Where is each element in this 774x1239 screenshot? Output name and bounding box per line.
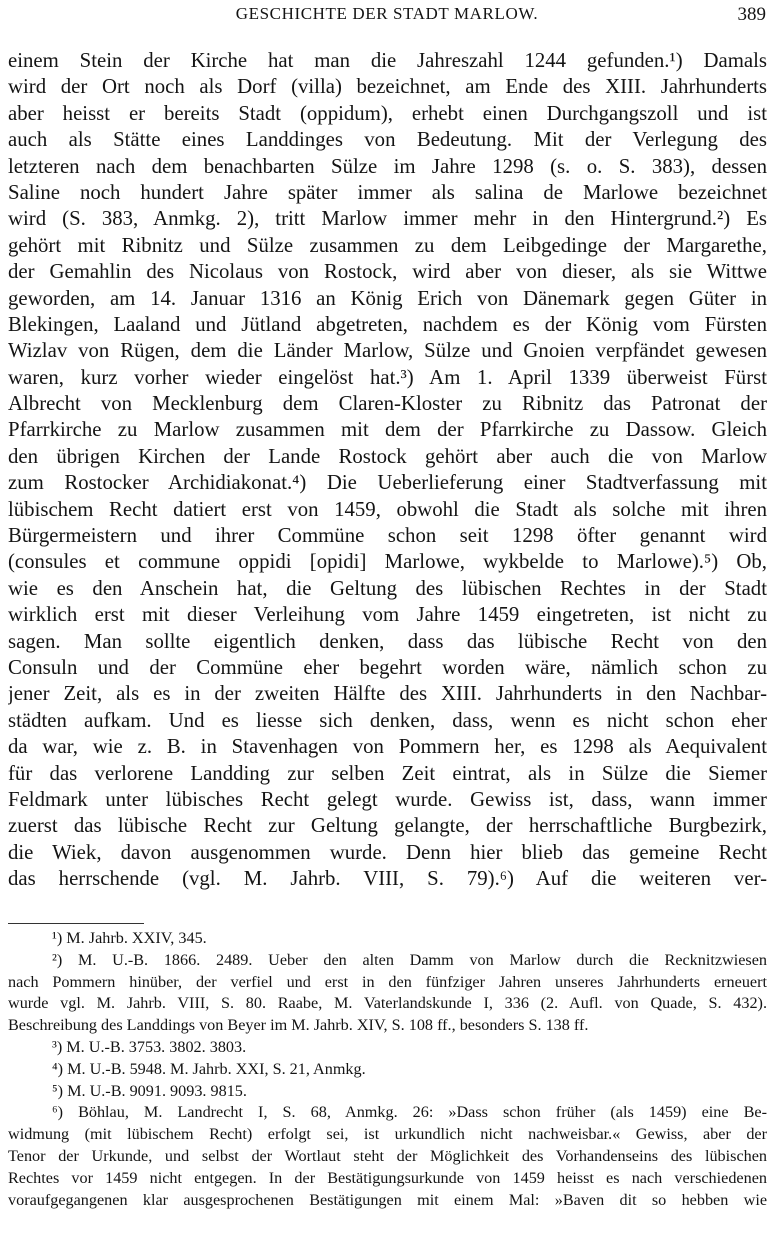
body-line: Feldmark unter lübisches Recht gelegt wurde. Gewiss ist, dass, wann immer [8, 787, 767, 811]
body-line: das herrschende (vgl. M. Jahrb. VIII, S. 79).⁶) Auf die weiteren ver- [8, 867, 767, 891]
body-line: Blekingen, Laaland und Jütland abgetreten, nachdem es der König vom Fürsten [8, 312, 767, 336]
footnote-separator [8, 923, 144, 924]
body-line: wirklich erst mit dieser Verleihung vom Jahre 1459 eingetreten, ist nicht zu [8, 603, 767, 627]
body-line: Consuln und der Commüne eher begehrt worden wäre, nämlich schon zu [8, 655, 767, 679]
footnote-line: Tenor der Urkunde, und selbst der Wortlaut steht der Möglichkeit des Vorhandenseins des lübischen [8, 1146, 767, 1165]
footnote-line: widmung (mit lübischem Recht) erfolgt sei, ist urkundlich nicht nachweisbar.« Gewiss, aber der [8, 1125, 767, 1144]
body-line: waren, kurz vorher wieder eingelöst hat.³) Am 1. April 1339 überweist Fürst [8, 365, 767, 389]
body-line: letzteren nach dem benachbarten Sülze im Jahre 1298 (s. o. S. 383), dessen [8, 154, 767, 178]
body-line: zuerst das lübische Recht zur Geltung gelangte, der herrschaftliche Burgbezirk, [8, 814, 767, 838]
body-line: jener Zeit, als es in der zweiten Hälfte des XIII. Jahrhunderts in den Nachbar- [8, 682, 767, 706]
body-line: der Gemahlin des Nicolaus von Rostock, wird aber von dieser, als sie Wittwe [8, 260, 767, 284]
running-header [0, 4, 774, 28]
body-line: lübischem Recht datiert erst von 1459, obwohl die Stadt als solche mit ihren [8, 497, 767, 521]
footnotes [8, 928, 767, 1211]
footnote-line: ⁴) M. U.-B. 5948. M. Jahrb. XXI, S. 21, Anmkg. [52, 1059, 366, 1078]
body-line: Albrecht von Mecklenburg dem Claren-Kloster zu Ribnitz das Patronat der [8, 392, 767, 416]
body-line: wird (S. 383, Anmkg. 2), tritt Marlow immer mehr in den Hintergrund.²) Es [8, 207, 767, 231]
footnote-line: voraufgegangenen klar ausgesprochenen Bestätigungen mit einem Mal: »Baven dit so hebben wie [8, 1190, 767, 1209]
footnote-line: ³) M. U.-B. 3753. 3802. 3803. [52, 1037, 247, 1056]
footnote-line: Beschreibung des Landdings von Beyer im M. Jahrb. XIV, S. 108 ff., besonders S. 138 ff. [8, 1016, 589, 1035]
body-line: gehört mit Ribnitz und Sülze zusammen zu dem Leibgedinge der Margarethe, [8, 233, 767, 257]
body-line: Bürgermeistern und ihrer Commüne schon seit 1298 öfter genannt wird [8, 524, 767, 548]
footnote-line: ¹) M. Jahrb. XXIV, 345. [52, 929, 207, 947]
main-text [8, 48, 767, 893]
body-line: sagen. Man sollte eigentlich denken, dass das lübische Recht von den [8, 629, 767, 653]
footnote-line: nach Pommern hinüber, der verfiel und erst in den fünfziger Jahren unseres Jahrhunderts erneuert [8, 972, 767, 991]
footnote-line: wurde vgl. M. Jahrb. VIII, S. 80. Raabe, M. Vaterlandskunde I, 336 (2. Aufl. von Quade, S. 432). [8, 994, 767, 1013]
body-line: Saline noch hundert Jahre später immer als salina de Marlowe bezeichnet [8, 180, 767, 204]
body-line: Pfarrkirche zu Marlow zusammen mit dem der Pfarrkirche zu Dassow. Gleich [8, 418, 767, 442]
footnote-line: ⁶) Böhlau, M. Landrecht I, S. 68, Anmkg. 26: »Dass schon früher (als 1459) eine Be- [52, 1103, 767, 1122]
footnote-line: ²) M. U.-B. 1866. 2489. Ueber den alten Damm von Marlow durch die Recknitzwiesen [52, 950, 767, 969]
body-line: einem Stein der Kirche hat man die Jahreszahl 1244 gefunden.¹) Damals [8, 49, 767, 72]
body-line: wie es den Anschein hat, die Geltung des lübischen Rechtes in der Stadt [8, 576, 767, 600]
body-line: wird der Ort noch als Dorf (villa) bezeichnet, am Ende des XIII. Jahrhunderts [8, 75, 767, 99]
page-number: 389 [737, 4, 766, 25]
footnote-line: ⁵) M. U.-B. 9091. 9093. 9815. [52, 1081, 247, 1100]
body-line: geworden, am 14. Januar 1316 an König Erich von Dänemark gegen Güter in [8, 286, 767, 310]
running-title: GESCHICHTE DER STADT MARLOW. [235, 4, 539, 23]
body-line: für das verlorene Landding zur selben Zeit eintrat, als in Sülze die Siemer [8, 761, 767, 785]
body-line: städten aufkam. Und es liesse sich denken, dass, wenn es nicht schon eher [8, 708, 767, 732]
body-line: Wizlav von Rügen, dem die Länder Marlow, Sülze und Gnoien verpfändet gewesen [8, 339, 767, 363]
body-line: aber heisst er bereits Stadt (oppidum), erhebt einen Durchgangszoll und ist [8, 101, 767, 125]
body-line: auch als Stätte eines Landdinges von Bedeutung. Mit der Verlegung des [8, 128, 767, 152]
footnote-line: Rechtes vor 1459 nicht entgegen. In der Bestätigungsurkunde von 1459 heisst es nach verschiedenen [8, 1168, 767, 1187]
body-line: da war, wie z. B. in Stavenhagen von Pommern her, es 1298 als Aequivalent [8, 735, 767, 759]
body-line: (consules et commune oppidi [opidi] Marlowe, wykbelde to Marlowe).⁵) Ob, [8, 550, 767, 574]
body-line: den übrigen Kirchen der Lande Rostock gehört aber auch die von Marlow [8, 444, 767, 468]
body-line: die Wiek, davon ausgenommen wurde. Denn hier blieb das gemeine Recht [8, 840, 767, 864]
body-line: zum Rostocker Archidiakonat.⁴) Die Ueberlieferung einer Stadtverfassung mit [8, 471, 767, 495]
